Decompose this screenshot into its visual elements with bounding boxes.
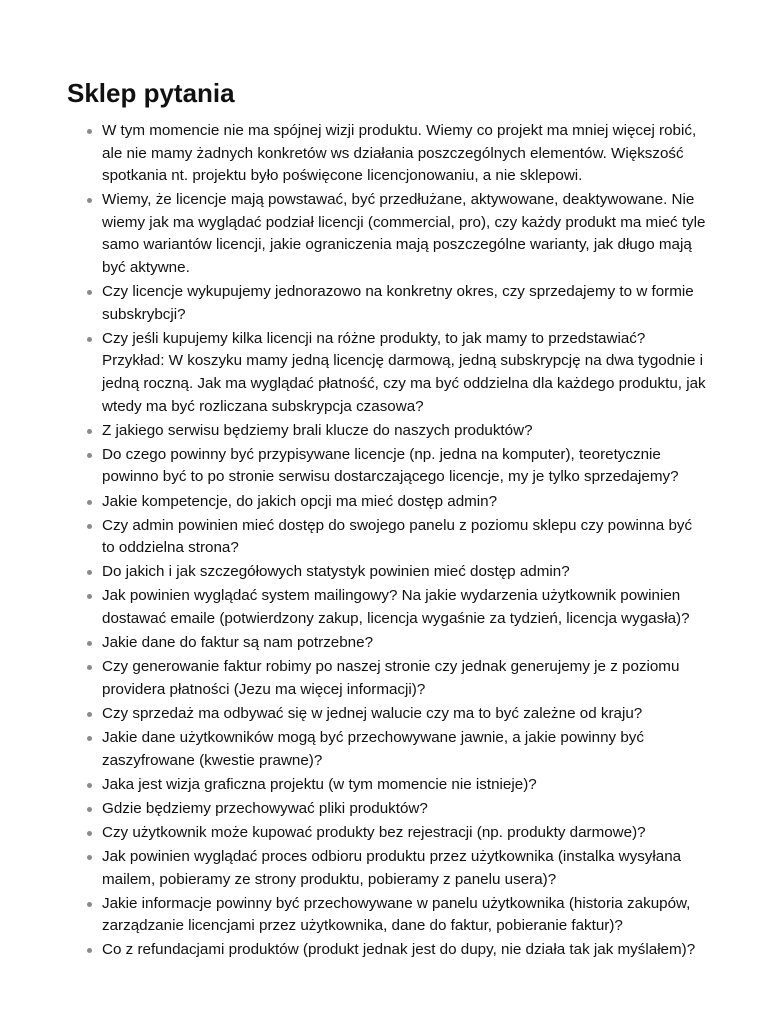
list-item [102,585,708,630]
list-item [102,281,708,326]
bullet-icon [87,855,92,860]
list-item [102,846,708,891]
list-item-text: Jak powinien wyglądać proces odbioru produktu przez użytkownika (instalka wysyłana mailem, pobieramy ze strony produktu, pobieramy z panelu usera)? [102,847,682,888]
list-item-text: Do czego powinny być przypisywane licencje (np. jedna na komputer), teoretycznie powinno być to po stronie serwisu dostarczającego licencje, my je tylko sprzedajemy? [102,445,679,486]
list-item-text: Czy generowanie faktur robimy po naszej stronie czy jednak generujemy je z poziomu providera płatności (Jezu ma więcej informacji)? [102,658,680,698]
question-list [67,120,708,962]
list-item-text: Jakie dane użytkowników mogą być przechowywane jawnie, a jakie powinny być zaszyfrowane (kwestie prawne)? [102,728,644,769]
list-item-text: Czy użytkownik może kupować produkty bez rejestracji (np. produkty darmowe)? [102,823,646,841]
bullet-icon [87,429,92,434]
list-item-text: Czy sprzedaż ma odbywać się w jednej walucie czy ma to być zależne od kraju? [102,704,643,722]
list-item [102,774,708,797]
bullet-icon [87,594,92,599]
bullet-icon [87,570,92,575]
bullet-icon [87,948,92,953]
page-title: Sklep pytania [67,78,235,108]
bullet-icon [87,290,92,295]
list-item [102,120,708,188]
list-item [102,420,708,443]
list-item [102,893,708,938]
bullet-icon [87,665,92,670]
bullet-icon [87,831,92,836]
list-item-text: Czy licencje wykupujemy jednorazowo na konkretny okres, czy sprzedajemy to w formie subskrybcji? [102,283,694,323]
list-item-text: Jakie dane do faktur są nam potrzebne? [102,634,374,652]
bullet-icon [87,129,92,134]
list-item [102,515,708,560]
list-item-text: Gdzie będziemy przechowywać pliki produktów? [102,799,428,817]
bullet-icon [87,524,92,529]
list-item [102,703,708,726]
bullet-icon [87,337,92,342]
bullet-icon [87,453,92,458]
list-item-text: Wiemy, że licencje mają powstawać, być przedłużane, aktywowane, deaktywowane. Nie wiemy jak ma wyglądać podział licencji (commercial, pro), czy każdy produkt ma mieć tyle samo wariantów licencji, jakie ograniczenia mają poszczególne warianty, jak długo mają być aktywne. [102,191,706,277]
list-item-text: Do jakich i jak szczegółowych statystyk powinien mieć dostęp admin? [102,563,570,581]
list-item-text: Jakie kompetencje, do jakich opcji ma mieć dostęp admin? [102,492,498,510]
bullet-icon [87,500,92,505]
list-item-text: Jaka jest wizja graficzna projektu (w tym momencie nie istnieje)? [102,775,537,793]
list-item [102,444,708,489]
list-item [102,656,708,701]
list-item [102,189,708,279]
bullet-icon [87,736,92,741]
list-item [102,491,708,514]
list-item-text: W tym momencie nie ma spójnej wizji produktu. Wiemy co projekt ma mniej więcej robić, ale nie mamy żadnych konkretów ws działania poszczególnych elementów. Większość spotkania nt. projektu było poświęcone licencjonowaniu, a nie sklepowi. [102,122,697,185]
list-item [102,822,708,845]
list-item-text: Jak powinien wyglądać system mailingowy? Na jakie wydarzenia użytkownik powinien dostawać emaile (potwierdzony zakup, licencja wygaśnie za tydzień, licencja wygasła)? [102,587,690,627]
list-item [102,561,708,584]
list-item [102,939,708,962]
list-item-text: Z jakiego serwisu będziemy brali klucze do naszych produktów? [102,421,533,439]
list-item [102,632,708,655]
list-item [102,328,708,418]
bullet-icon [87,641,92,646]
bullet-icon [87,807,92,812]
list-item [102,727,708,772]
list-item [102,798,708,821]
bullet-icon [87,783,92,788]
bullet-icon [87,712,92,717]
list-item-text: Co z refundacjami produktów (produkt jednak jest do dupy, nie działa tak jak myślałem)? [102,941,696,959]
bullet-icon [87,198,92,203]
list-item-text: Czy jeśli kupujemy kilka licencji na różne produkty, to jak mamy to przedstawiać? Przykład: W koszyku mamy jedną licencję darmową, jedną subskrypcję na dwa tygodnie i jedną roczną. Jak ma wyglądać płatność, czy ma być oddzielna dla każdego produktu, jak wtedy ma być rozliczana subskrypcja czasowa? [102,329,706,415]
list-item-text: Jakie informacje powinny być przechowywane w panelu użytkownika (historia zakupów, zarządzanie licencjami przez użytkownika, dane do faktur, pobieranie faktur)? [102,894,691,935]
bullet-icon [87,902,92,907]
list-item-text: Czy admin powinien mieć dostęp do swojego panelu z poziomu sklepu czy powinna być to oddzielna strona? [102,516,693,557]
